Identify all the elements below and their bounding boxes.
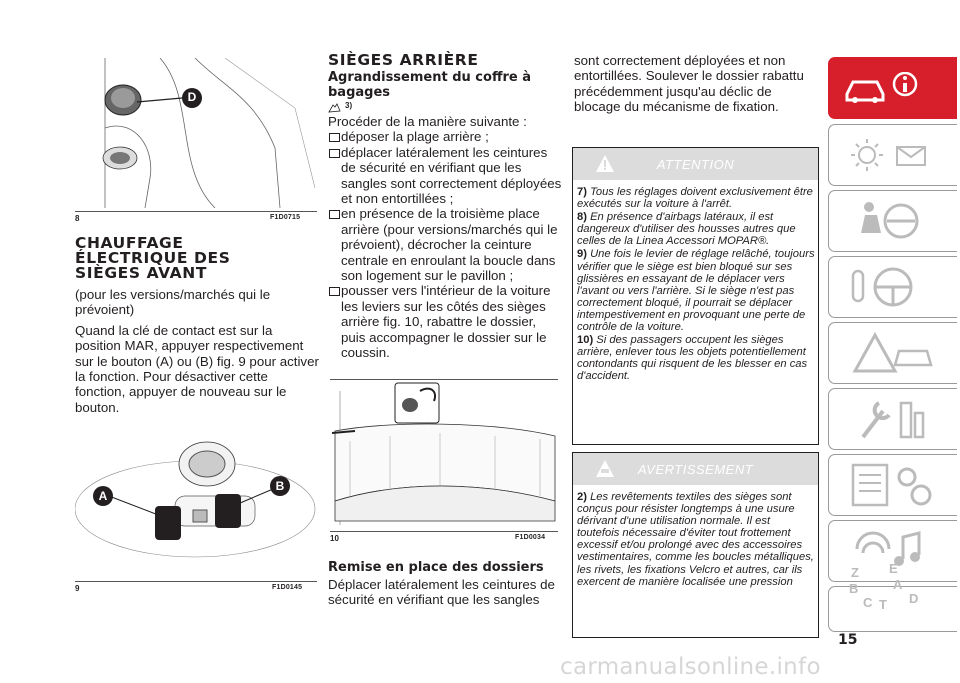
intro: Procéder de la manière suivante :: [328, 114, 527, 129]
bullet-item: pousser vers l'intérieur de la voiture les leviers sur les côtés des sièges arrière fig. 10, rabattre le dossier, puis accompagner le dossier sur le coussin.: [328, 283, 562, 360]
chauffage-text: [75, 287, 321, 415]
avertissement-body: [577, 491, 815, 588]
avertissement-box: [572, 452, 819, 638]
figure-10: [330, 381, 558, 525]
attention-item: [577, 186, 815, 210]
figure-10-number: 10: [330, 534, 339, 543]
figure-9-code: F1D0145: [272, 584, 303, 591]
tab-specs[interactable]: [828, 454, 957, 516]
reference-hand-icon: [328, 101, 341, 119]
figure-9-rule: [75, 581, 317, 582]
bullet-item: en présence de la troisième place arrière (pour versions/marchés qui le prévoient), décrocher la ceinture centrale en enroulant la boucle dans son logement sur le pavillon ;: [328, 206, 562, 283]
index-letter: T: [879, 597, 887, 612]
figure-10-rule: [330, 531, 558, 532]
figure-9: [75, 434, 317, 580]
figure-10-top-rule: [330, 379, 558, 380]
item-text: Une fois le levier de réglage relâché, toujours vérifier que le siège est bien bloqué sur ses glissières en essayant de le déplacer vers l'avant ou vers l'arrière. Si le siège n'est pas correctement bloqué, il pourrait se déplacer intempestivement en provoquant une perte de contrôle de la voiture.: [577, 248, 815, 334]
callout-b: B: [275, 479, 285, 493]
index-letter: E: [889, 561, 898, 576]
item-text: Les revêtements textiles des sièges sont conçus pour résister longtemps à une usure dérivant d'une utilisation normale. Il est toutefois nécessaire d'éviter tout frottement excessif et/ou prolongé avec des accessoires vestimentaires, comme les boucles métalliques, les rivets, les fixations Velcro et autres, car ils exercent de manière localisée une pression: [577, 491, 814, 588]
tab-steering-wheel[interactable]: [828, 256, 957, 318]
index-letter: C: [863, 595, 873, 610]
avertissement-item: [577, 491, 815, 588]
attention-title: ATTENTION: [656, 157, 735, 172]
attention-box: [572, 147, 819, 445]
title-line: ÉLECTRIQUE DES: [75, 249, 231, 267]
attention-item: [577, 211, 815, 247]
item-number: 9): [577, 248, 587, 261]
subtitle-remise-en-place: Remise en place des dossiers: [328, 560, 544, 575]
col2-text: [328, 53, 562, 361]
figure-8: [75, 58, 317, 208]
figure-8-code: F1D0715: [270, 214, 301, 221]
item-number: 7): [577, 186, 587, 198]
item-text: Si des passagers occupent les sièges arrière, enlever tous les objets potentiellement contondants qui risquent de les blesser en cas d'accident.: [577, 334, 808, 383]
item-text: Tous les réglages doivent exclusivement être exécutés sur la voiture à l'arrêt.: [577, 186, 813, 211]
index-letter: D: [909, 591, 919, 606]
title-line: SIÈGES AVANT: [75, 264, 208, 282]
watermark: carmanualsonline.info: [560, 654, 821, 680]
warning-triangle-icon: [849, 331, 934, 380]
index-letter: A: [893, 577, 903, 592]
tab-index[interactable]: [828, 561, 957, 632]
attention-item: [577, 334, 815, 382]
specs-gears-icon: [849, 461, 937, 514]
dashboard-lights-icon: [847, 135, 932, 180]
paragraph: Quand la clé de contact est sur la position MAR, appuyer respectivement sur le bouton (A) ou (B) fig. 9 pour activer la fonction. Pour désactiver cette fonction, appuyer de nouveau sur le bouton.: [75, 322, 319, 415]
index-letter: Z: [851, 565, 859, 580]
callout-a: A: [98, 489, 108, 503]
section-title-chauffage: [75, 236, 320, 281]
tab-maintenance[interactable]: [828, 388, 957, 450]
subtitle: Agrandissement du coffre à: [328, 70, 531, 85]
rear-seat-lever-illustration: [330, 381, 558, 525]
title-line: CHAUFFAGE: [75, 234, 184, 252]
car-info-icon: [843, 72, 923, 111]
paragraph: (pour les versions/marchés qui le prévoient): [75, 287, 271, 318]
col3-paragraph: [574, 53, 819, 115]
attention-header: [573, 148, 818, 180]
figure-8-number: 8: [75, 214, 80, 223]
attention-body: [577, 186, 815, 383]
tab-car-info[interactable]: [828, 57, 957, 119]
avertissement-title: AVERTISSEMENT: [637, 462, 754, 477]
paragraph: Déplacer latéralement les ceintures de sécurité en vérifiant que les sangles: [328, 577, 555, 608]
reference-line: [328, 100, 562, 114]
seat-heating-knob-illustration: [75, 58, 317, 208]
bullet-item: déposer la plage arrière ;: [328, 129, 562, 144]
heated-seat-buttons-illustration: [75, 434, 317, 580]
reference-number: 3): [345, 101, 353, 110]
wrench-icon: [853, 397, 933, 446]
bullet-item: déplacer latéralement les ceintures de sécurité en vérifiant que les sangles sont correctement déployées et non entortillées ;: [328, 145, 562, 207]
item-number: 2): [577, 491, 587, 503]
item-text: En présence d'airbags latéraux, il est dangereux d'utiliser des housses autres que celles de la Linea Accessori MOPAR®.: [577, 211, 796, 248]
section-title-sieges-arriere: SIÈGES ARRIÈRE: [328, 51, 479, 69]
figure-8-rule: [75, 211, 317, 212]
paragraph: sont correctement déployées et non entortillées. Soulever le dossier rabattu précédemment jusqu'au déclic de blocage du mécanisme de fixation.: [574, 53, 804, 115]
tab-dashboard-lights[interactable]: [828, 124, 957, 186]
page-number: 15: [838, 632, 858, 648]
col2-text-bottom: [328, 560, 562, 608]
figure-9-number: 9: [75, 584, 80, 593]
steering-wheel-icon: [847, 263, 932, 316]
tab-airbag[interactable]: [828, 190, 957, 252]
alphabet-index-icon: [849, 561, 939, 631]
attention-item: [577, 248, 815, 333]
avertissement-header: [573, 453, 818, 485]
index-letter: B: [849, 581, 859, 596]
subtitle: bagages: [328, 85, 391, 100]
figure-10-code: F1D0034: [515, 534, 546, 541]
callout-d: D: [187, 90, 197, 104]
item-number: 10): [577, 334, 594, 347]
item-number: 8): [577, 211, 587, 224]
tab-warning[interactable]: [828, 322, 957, 384]
airbag-icon: [851, 199, 926, 248]
